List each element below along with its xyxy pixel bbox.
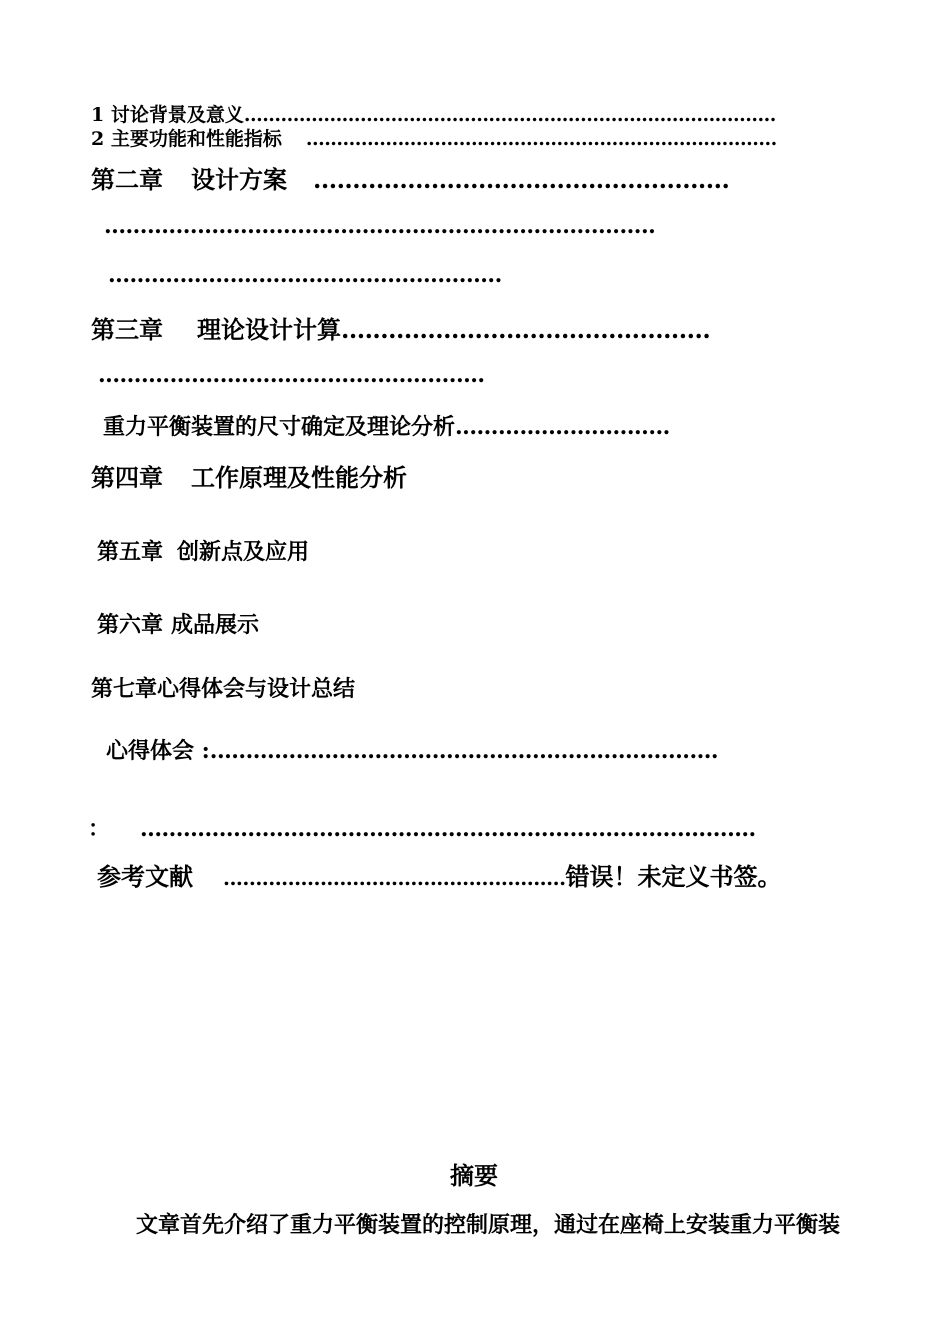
- toc-entry-ch7[interactable]: [91, 672, 355, 703]
- toc-entry-sec1[interactable]: [91, 100, 776, 127]
- toc-entry-ch6[interactable]: [97, 608, 259, 639]
- toc-chapter-number: 第六章: [97, 612, 164, 638]
- toc-label: 1 讨论背景及意义: [91, 104, 244, 126]
- toc-leader: .......................................................................................: [243, 104, 776, 126]
- toc-label: 心得体会 :: [106, 738, 210, 764]
- toc-entry-ch3[interactable]: [91, 310, 710, 345]
- toc-leader: ...............................................: [341, 315, 711, 344]
- toc-leader: .....................................................: [313, 165, 730, 194]
- toc-entry-ch5[interactable]: [97, 535, 309, 566]
- toc-leader: .............................................................................: [104, 213, 656, 239]
- toc-label: ：: [88, 816, 111, 842]
- toc-chapter-title: 创新点及应用: [177, 539, 310, 565]
- bookmark-error-text: 错误！未定义书签。: [565, 862, 782, 891]
- toc-chapter-number: 第四章: [91, 463, 163, 492]
- toc-leader: .......................................................: [108, 262, 502, 288]
- toc-leader: ......................................................: [98, 362, 485, 388]
- toc-leader: .....................................................: [223, 866, 566, 890]
- toc-entry-ch7-sub2[interactable]: [88, 812, 756, 843]
- toc-chapter-number: 第二章: [91, 165, 163, 194]
- toc-chapter-number: 第五章: [97, 539, 164, 565]
- abstract-heading: 摘要: [450, 1161, 498, 1190]
- toc-entry-ch3-sub2[interactable]: [103, 410, 670, 441]
- toc-entry-sec2[interactable]: [91, 124, 777, 151]
- toc-entry-ch7-sub1[interactable]: [106, 734, 718, 765]
- toc-leader: .............................................................................: [305, 128, 777, 150]
- toc-entry-references[interactable]: [97, 857, 782, 892]
- toc-label: 重力平衡装置的尺寸确定及理论分析: [103, 414, 456, 440]
- abstract-paragraph: 文章首先介绍了重力平衡装置的控制原理，通过在座椅上安装重力平衡装: [136, 1212, 841, 1238]
- toc-chapter-number: 第三章: [91, 315, 163, 344]
- toc-entry-ch4[interactable]: [91, 458, 407, 493]
- toc-entry-ch3-sub1[interactable]: [98, 362, 485, 388]
- toc-entry-ch2-sub2[interactable]: [108, 262, 502, 288]
- toc-chapter-title: 工作原理及性能分析: [191, 463, 407, 492]
- toc-label: 2 主要功能和性能指标: [91, 128, 282, 150]
- toc-leader: .......................................................................: [209, 738, 719, 764]
- toc-label: 参考文献: [97, 862, 193, 891]
- toc-label: 第七章心得体会与设计总结: [91, 676, 356, 702]
- toc-leader: ..............................: [455, 414, 670, 440]
- toc-leader: ......................................................................................: [140, 816, 756, 842]
- toc-chapter-title: 设计方案: [191, 165, 287, 194]
- toc-entry-ch2[interactable]: [91, 160, 729, 195]
- toc-chapter-title: 理论设计计算: [197, 315, 341, 344]
- toc-chapter-title: 成品展示: [171, 612, 260, 638]
- toc-entry-ch2-sub1[interactable]: [104, 213, 655, 239]
